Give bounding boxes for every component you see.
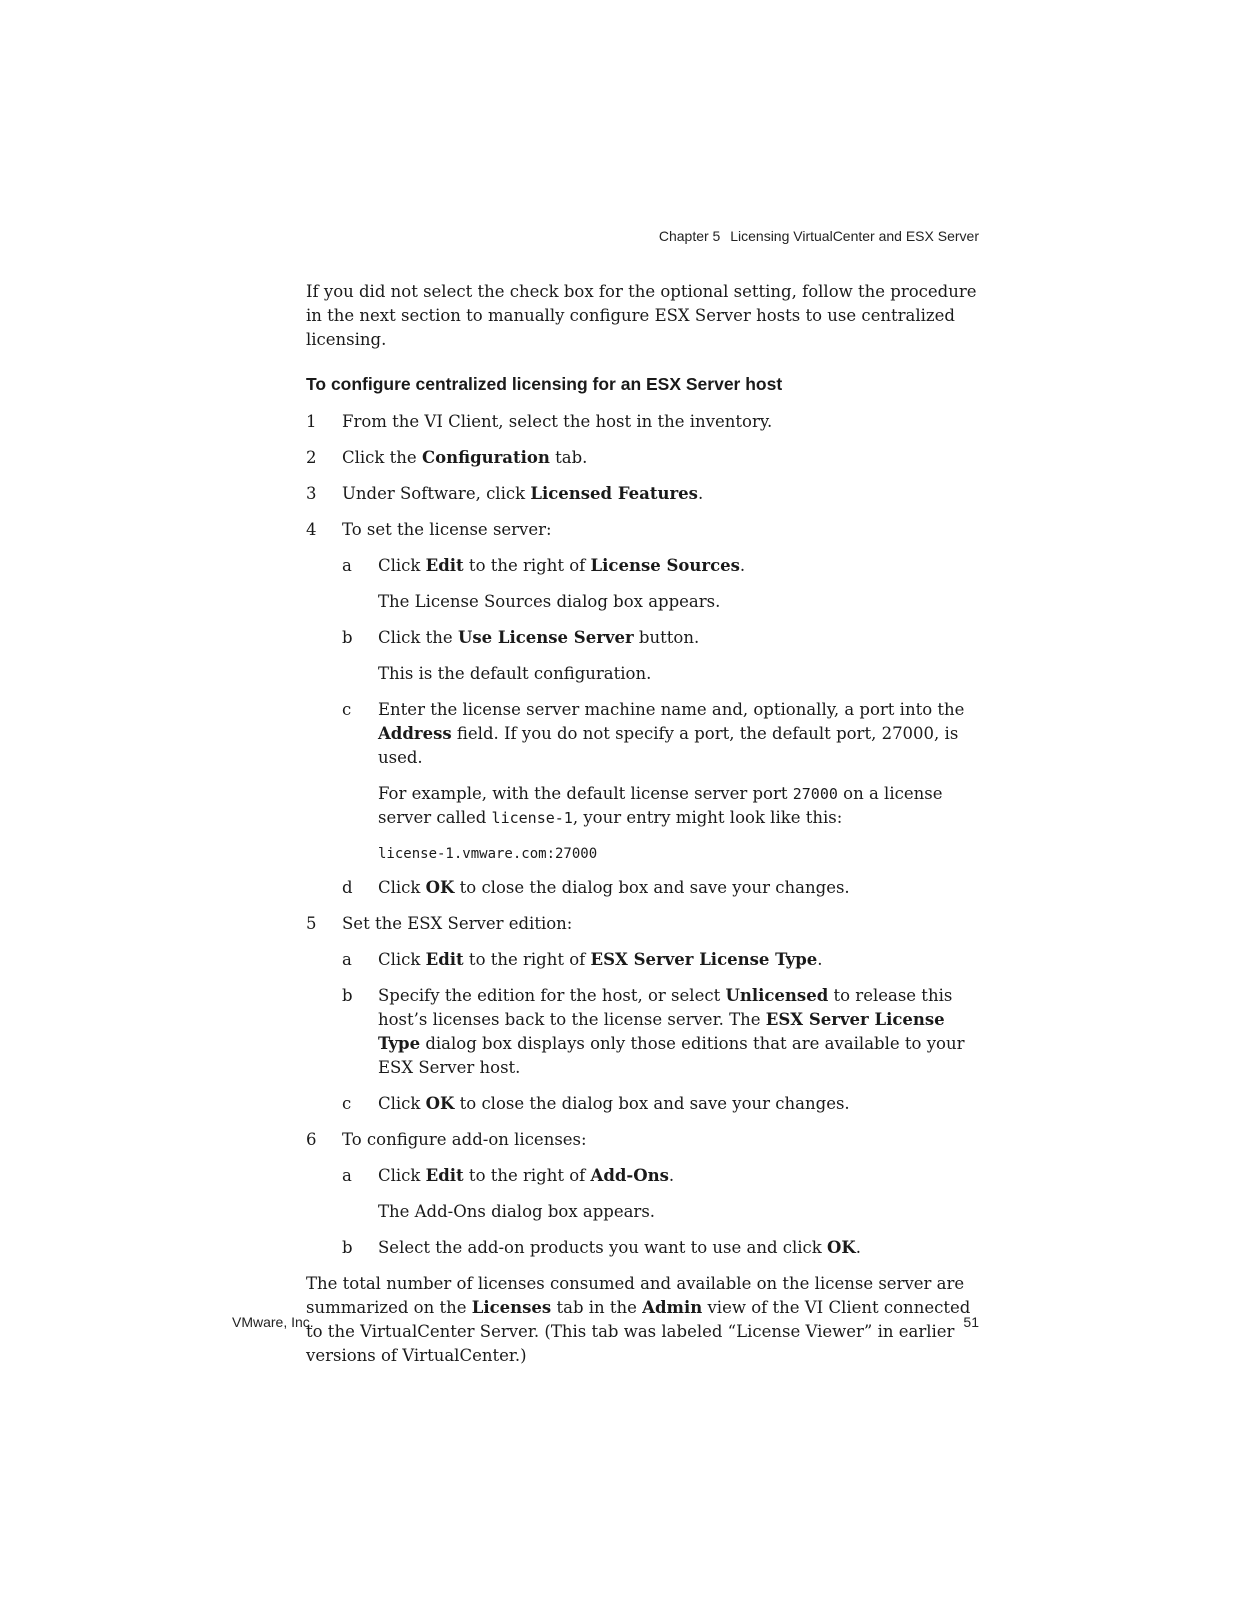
ui-term-use-license-server: Use License Server: [457, 628, 634, 647]
substep-5a: [306, 948, 988, 972]
substep-4b: [306, 626, 988, 650]
substep-text: dialog box displays only those editions that are available to your ESX Server host.: [378, 1034, 965, 1077]
substep-4c: [306, 698, 988, 770]
substep-text: .: [817, 950, 823, 969]
step-text: To configure add-on licenses:: [342, 1130, 587, 1149]
step-number: 6: [306, 1130, 317, 1149]
substep-text: to close the dialog box and save your changes.: [454, 1094, 850, 1113]
substep-letter: c: [342, 700, 352, 719]
step-1: [306, 410, 988, 434]
example-text-part: For example, with the default license server port: [378, 784, 793, 803]
ui-term-licenses: Licenses: [471, 1298, 552, 1317]
substep-text: Specify the edition for the host, or select: [378, 986, 726, 1005]
ui-term-unlicensed: Unlicensed: [725, 986, 829, 1005]
substep-text: Click: [378, 878, 426, 897]
substep-text: .: [855, 1238, 862, 1257]
step-3: [306, 482, 988, 506]
ui-term-address: Address: [378, 724, 452, 743]
substep-text: Click: [378, 950, 426, 969]
ui-term-esx-server-license-type: ESX Server License Type: [590, 950, 818, 969]
substep-4a: [306, 554, 988, 578]
step-number: 5: [306, 914, 317, 933]
ui-term-ok: OK: [827, 1238, 856, 1257]
ui-term-ok: OK: [425, 1094, 455, 1113]
chapter-title: Licensing VirtualCenter and ESX Server: [730, 228, 979, 244]
substep-text: to the right of: [463, 950, 591, 969]
substep-text: to close the dialog box and save your changes.: [454, 878, 850, 897]
closing-paragraph: [306, 1272, 988, 1368]
substep-text: .: [739, 556, 746, 575]
substep-4c-example: [306, 782, 988, 830]
substep-text: button.: [633, 628, 700, 647]
ui-term-add-ons: Add-Ons: [590, 1166, 669, 1185]
substep-4b-note: [306, 662, 988, 686]
example-text: [378, 782, 988, 830]
substep-letter: b: [342, 628, 353, 647]
substep-letter: a: [342, 950, 352, 969]
substep-5b: [306, 984, 988, 1080]
note-text: This is the default configuration.: [378, 664, 652, 683]
step-number: 3: [306, 484, 317, 503]
substep-text: Click: [378, 1166, 426, 1185]
step-4: [306, 518, 988, 542]
step-text: tab.: [549, 448, 588, 467]
step-number: 4: [306, 520, 317, 539]
intro-paragraph: If you did not select the check box for the optional setting, follow the procedure in the next section to manually configure ESX Server hosts to use centralized licensing.: [306, 282, 977, 349]
procedure-title: To configure centralized licensing for an ESX Server host: [306, 374, 783, 394]
substep-4a-note: [306, 590, 988, 614]
footer-company: VMware, Inc.: [232, 1314, 314, 1330]
ui-term-admin: Admin: [642, 1298, 703, 1317]
substep-letter: a: [342, 556, 352, 575]
substep-letter: b: [342, 1238, 353, 1257]
substep-text: to the right of: [463, 1166, 591, 1185]
page-number: 51: [963, 1314, 979, 1330]
closing-text: tab in the: [551, 1298, 643, 1317]
step-text: Under Software, click: [342, 484, 531, 503]
ui-term-edit: Edit: [425, 556, 464, 575]
substep-text: to the right of: [463, 556, 591, 575]
substep-text: Click: [378, 556, 426, 575]
substep-text: Enter the license server machine name and, optionally, a port into the: [378, 700, 965, 719]
substep-text: field. If you do not specify a port, the default port, 27000, is used.: [378, 724, 959, 767]
page-content: [306, 280, 988, 1368]
substep-6b: [306, 1236, 988, 1260]
step-6: [306, 1128, 988, 1152]
ui-term-esx-server-license-type: ESX Server License Type: [378, 1010, 945, 1053]
substep-text: Select the add-on products you want to use and click: [378, 1238, 828, 1257]
step-2: [306, 446, 988, 470]
ui-term-edit: Edit: [425, 1166, 464, 1185]
ui-term-configuration: Configuration: [421, 448, 550, 467]
closing-text: view of the VI Client connected to the VirtualCenter Server. (This tab was labeled “License Viewer” in earlier versions of VirtualCenter.): [306, 1298, 971, 1365]
step-text: To set the license server:: [342, 520, 552, 539]
substep-6a: [306, 1164, 988, 1188]
substep-5c: [306, 1092, 988, 1116]
example-code: license-1.vmware.com:27000: [378, 846, 598, 862]
substep-text: to release this host’s licenses back to the license server. The: [378, 986, 953, 1029]
substep-4d: [306, 876, 988, 900]
example-text-part: , your entry might look like this:: [572, 808, 843, 827]
substep-text: Click the: [378, 628, 458, 647]
example-port: 27000: [792, 785, 838, 803]
step-5: [306, 912, 988, 936]
ui-term-licensed-features: Licensed Features: [530, 484, 698, 503]
chapter-number: Chapter 5: [658, 228, 721, 244]
substep-letter: d: [342, 878, 353, 897]
closing-text: The total number of licenses consumed and available on the license server are summarized on the: [306, 1274, 965, 1317]
note-text: The Add-Ons dialog box appears.: [378, 1202, 656, 1221]
example-text-part: on a license server called: [378, 784, 943, 827]
step-text: From the VI Client, select the host in the inventory.: [342, 412, 773, 431]
ui-term-license-sources: License Sources: [590, 556, 740, 575]
substep-letter: a: [342, 1166, 352, 1185]
substep-text: .: [668, 1166, 675, 1185]
substep-letter: b: [342, 986, 353, 1005]
step-text: Set the ESX Server edition:: [342, 914, 573, 933]
substep-text: Click: [378, 1094, 426, 1113]
step-number: 2: [306, 448, 317, 467]
example-server-name: license-1: [491, 809, 573, 827]
step-text: Click the: [342, 448, 422, 467]
substep-6a-note: [306, 1200, 988, 1224]
step-number: 1: [306, 412, 317, 431]
ui-term-ok: OK: [425, 878, 455, 897]
substep-letter: c: [342, 1094, 352, 1113]
running-header: [659, 228, 979, 244]
ui-term-edit: Edit: [425, 950, 464, 969]
step-text: .: [697, 484, 704, 503]
note-text: The License Sources dialog box appears.: [378, 592, 721, 611]
